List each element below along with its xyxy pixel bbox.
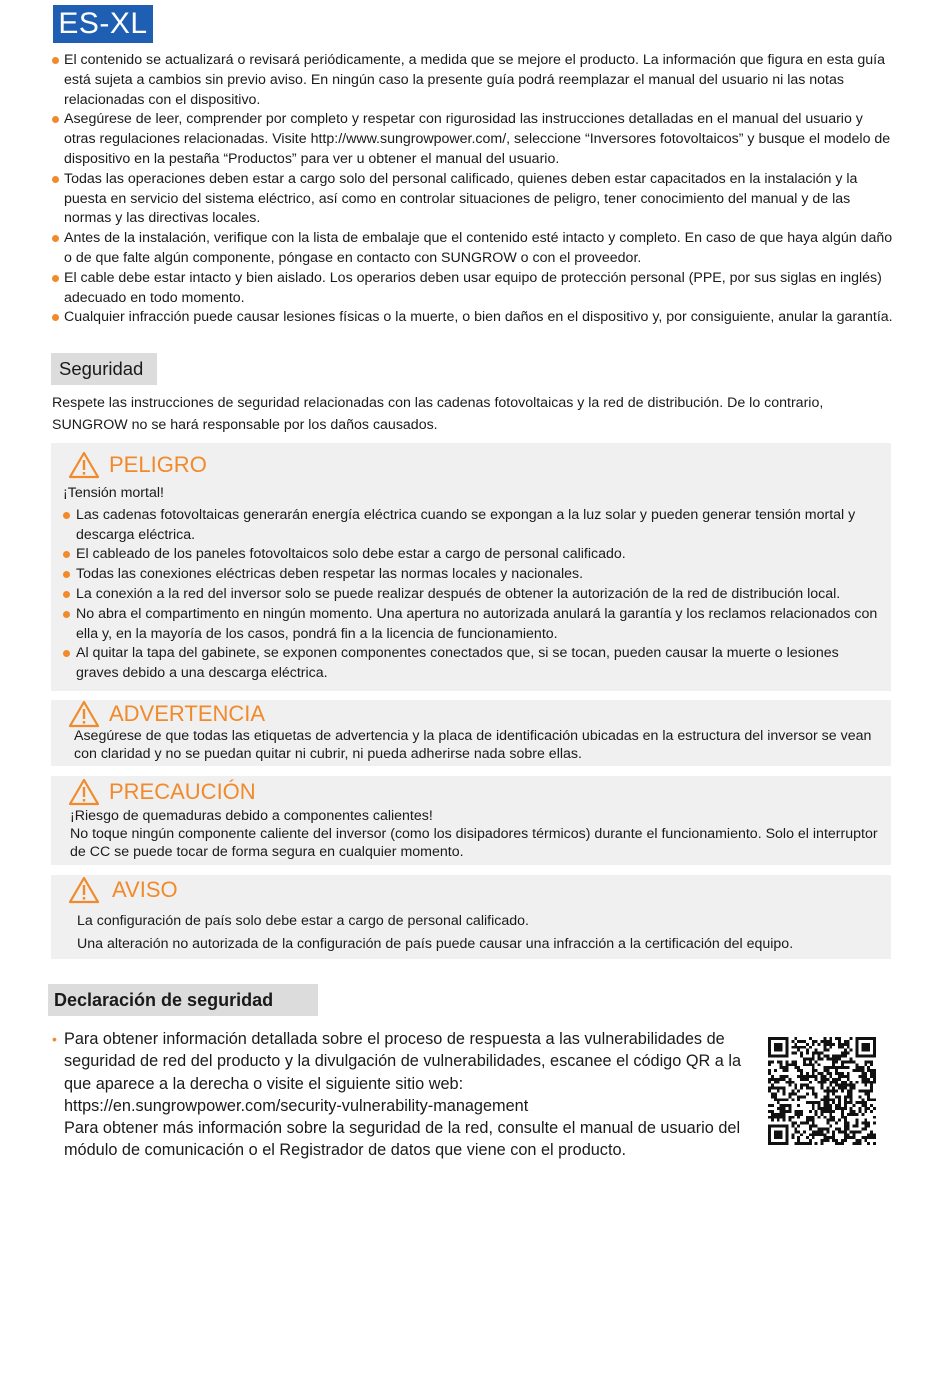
notice-line-2: Una alteración no autorizada de la configuración de país puede causar una infracción a la certificación del equipo.: [77, 936, 794, 952]
danger-header: [68, 451, 207, 479]
declaration-url[interactable]: https://en.sungrowpower.com/security-vulnerability-management: [64, 1096, 529, 1115]
danger-box: [51, 443, 891, 691]
notice-title: AVISO: [112, 877, 178, 902]
bullet-mark: •: [52, 1031, 57, 1047]
warning-header: [68, 700, 265, 728]
list-item: Antes de la instalación, verifique con la lista de embalaje que el contenido esté intacto y completo. En caso de que haya algún daño o de que falte algún componente, póngase en contacto con SUNGROW o con el proveedor.: [52, 229, 897, 269]
list-item: Cualquier infracción puede causar lesiones físicas o la muerte, o bien daños en el dispositivo y, por consiguiente, anular la garantía.: [52, 308, 897, 328]
safety-heading: Seguridad: [51, 353, 157, 385]
caution-text: No toque ningún componente caliente del inversor (como los disipadores térmicos) durante el funcionamiento. Solo el interruptor de CC se puede tocar de forma segura en cualquier momento.: [70, 826, 878, 860]
caution-title: PRECAUCIÓN: [109, 779, 256, 804]
warning-triangle-icon: [68, 700, 100, 728]
declaration-para-2: Para obtener más información sobre la seguridad de la red, consulte el manual de usuario del módulo de comunicación o el Registrador de datos que viene con el producto.: [64, 1119, 741, 1160]
danger-list: [63, 506, 883, 684]
notice-box: [51, 875, 891, 959]
danger-title: PELIGRO: [109, 452, 207, 477]
caution-box: [51, 776, 891, 865]
warning-text: Asegúrese de que todas las etiquetas de advertencia y la placa de identificación ubicadas en la estructura del inversor se vean con claridad y no se puedan quitar ni cubrir, ni pueda adherirse nada sobre ellas.: [74, 728, 872, 762]
list-item: El cable debe estar intacto y bien aislado. Los operarios deben usar equipo de protección personal (PPE, por sus siglas en inglés) adecuado en todo momento.: [52, 269, 897, 309]
list-item: El cableado de los paneles fotovoltaicos solo debe estar a cargo de personal calificado.: [63, 545, 883, 565]
qr-code: [766, 1037, 878, 1145]
language-tag: ES-XL: [53, 5, 153, 43]
warning-triangle-icon: [68, 778, 100, 806]
list-item: Todas las operaciones deben estar a cargo solo del personal calificado, quienes deben estar capacitados en la instalación y la puesta en servicio del sistema eléctrico, así como en controlar situaciones de peligro, tener conocimiento del manual y de las normas y las directivas locales.: [52, 170, 897, 229]
list-item: Al quitar la tapa del gabinete, se exponen componentes conectados que, si se tocan, pueden causar la muerte o lesiones graves debido a una descarga eléctrica.: [63, 644, 883, 684]
intro-bullet-list: [52, 51, 897, 328]
notice-header: [68, 876, 178, 904]
caution-lead: ¡Riesgo de quemaduras debido a componentes calientes!: [70, 808, 433, 824]
warning-title: ADVERTENCIA: [109, 701, 266, 726]
warning-triangle-icon: [68, 876, 100, 904]
list-item: La conexión a la red del inversor solo se puede realizar después de obtener la autorización de la red de distribución local.: [63, 585, 883, 605]
warning-triangle-icon: [68, 451, 100, 479]
declaration-body: [52, 1028, 742, 1162]
list-item: El contenido se actualizará o revisará periódicamente, a medida que se mejore el producto. La información que figura en esta guía está sujeta a cambios sin previo aviso. En ningún caso la presente guía podrá reemplazar el manual del usuario ni las notas relacionadas con el dispositivo.: [52, 51, 897, 110]
list-item: No abra el compartimento en ningún momento. Una apertura no autorizada anulará la garantía y los reclamos relacionados con ella y, en la mayoría de los casos, pondrá fin a la licencia de funcionamiento.: [63, 605, 883, 645]
caution-header: [68, 778, 256, 806]
danger-lead: ¡Tensión mortal!: [63, 485, 164, 501]
declaration-para-1: Para obtener información detallada sobre el proceso de respuesta a las vulnerabilidades de seguridad de red del producto y la divulgación de vulnerabilidades, escanee el código QR a la que aparece a la derecha o visite el siguiente sitio web:: [64, 1030, 742, 1093]
declaration-heading: Declaración de seguridad: [48, 984, 318, 1016]
list-item: Las cadenas fotovoltaicas generarán energía eléctrica cuando se expongan a la luz solar y pueden generar tensión mortal y descarga eléctrica.: [63, 506, 883, 546]
list-item: Asegúrese de leer, comprender por completo y respetar con rigurosidad las instrucciones detalladas en el manual del usuario y otras regulaciones relacionadas. Visite http://www.sungrowpower.com/, seleccione “Inversores fotovoltaicos” y busque el modelo de dispositivo en la pestaña “Productos” para ver u obtener el manual del usuario.: [52, 110, 897, 169]
list-item: Todas las conexiones eléctricas deben respetar las normas locales y nacionales.: [63, 565, 883, 585]
notice-line-1: La configuración de país solo debe estar a cargo de personal calificado.: [77, 913, 529, 929]
warning-box: [51, 700, 891, 766]
safety-intro: Respete las instrucciones de seguridad relacionadas con las cadenas fotovoltaicas y la red de distribución. De lo contrario, SUNGROW no se hará responsable por los daños causados.: [52, 395, 824, 433]
